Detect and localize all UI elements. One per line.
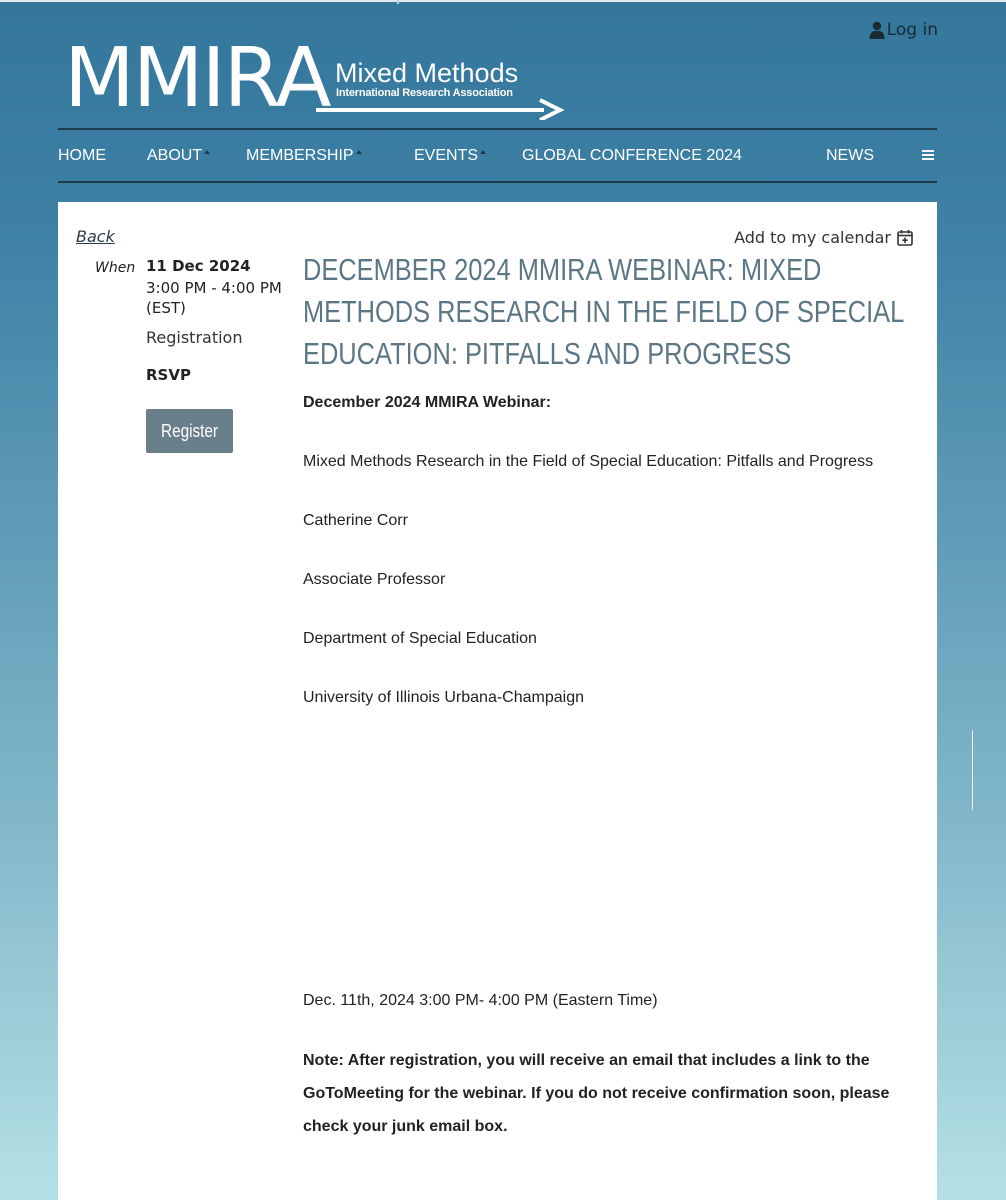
nav-item-global-conference[interactable]: GLOBAL CONFERENCE 2024 bbox=[522, 147, 742, 164]
logo-arrow-icon bbox=[314, 94, 564, 120]
event-datetime-text: Dec. 11th, 2024 3:00 PM- 4:00 PM (Eastern Time) bbox=[303, 992, 658, 1009]
nav-item-membership[interactable]: MEMBERSHIP bbox=[246, 147, 362, 165]
body-heading: December 2024 MMIRA Webinar: bbox=[303, 394, 552, 411]
add-to-calendar-link[interactable] bbox=[734, 228, 913, 247]
add-calendar-label: Add to my calendar bbox=[734, 228, 891, 247]
registration-label: Registration bbox=[146, 328, 243, 347]
login-link[interactable] bbox=[869, 20, 938, 40]
top-edge-line bbox=[0, 0, 1006, 2]
hamburger-icon[interactable] bbox=[922, 150, 934, 162]
speaker-department: Department of Special Education bbox=[303, 630, 537, 647]
register-button[interactable]: Register bbox=[146, 409, 233, 453]
main-nav bbox=[58, 131, 937, 181]
back-link[interactable]: Back bbox=[76, 227, 115, 246]
event-time: 3:00 PM - 4:00 PM (EST) bbox=[146, 279, 282, 317]
submenu-caret-icon bbox=[480, 150, 486, 154]
speaker-name: Catherine Corr bbox=[303, 512, 408, 529]
speaker-university: University of Illinois Urbana-Champaign bbox=[303, 689, 585, 706]
speaker-position: Associate Professor bbox=[303, 571, 446, 588]
nav-item-home[interactable]: HOME bbox=[58, 147, 106, 164]
event-title: DECEMBER 2024 MMIRA WEBINAR: MIXED METHODS RESEARCH IN THE FIELD OF SPECIAL EDUCATION: PITFALLS AND PROGRESS bbox=[303, 252, 904, 371]
logo-acronym: MMIRA bbox=[64, 31, 330, 126]
scroll-edge bbox=[972, 730, 973, 810]
mmira-logo[interactable] bbox=[64, 31, 564, 126]
event-panel bbox=[58, 202, 937, 1200]
login-label: Log in bbox=[886, 20, 938, 40]
nav-bottom-rule bbox=[58, 181, 937, 183]
registration-note: Note: After registration, you will receive an email that includes a link to the GoToMeeting for the webinar. If you do not receive confirmation soon, please check your junk email box. bbox=[303, 1052, 890, 1135]
event-date: 11 Dec 2024 bbox=[146, 257, 251, 275]
nav-item-news[interactable]: NEWS bbox=[826, 147, 874, 164]
when-label: When bbox=[95, 260, 136, 276]
body-subtitle: Mixed Methods Research in the Field of Special Education: Pitfalls and Progress bbox=[303, 453, 874, 470]
nav-top-rule bbox=[58, 128, 937, 130]
logo-line1: Mixed Methods bbox=[335, 58, 519, 88]
calendar-add-icon bbox=[897, 229, 913, 246]
submenu-caret-icon bbox=[204, 150, 210, 154]
top-edge-marker bbox=[397, 0, 399, 4]
submenu-caret-icon bbox=[356, 150, 362, 154]
nav-item-events[interactable]: EVENTS bbox=[414, 147, 486, 165]
logo-line2: International Research Association bbox=[336, 87, 513, 99]
rsvp-label: RSVP bbox=[146, 366, 191, 384]
user-icon bbox=[869, 21, 885, 39]
nav-item-about[interactable]: ABOUT bbox=[147, 147, 210, 165]
